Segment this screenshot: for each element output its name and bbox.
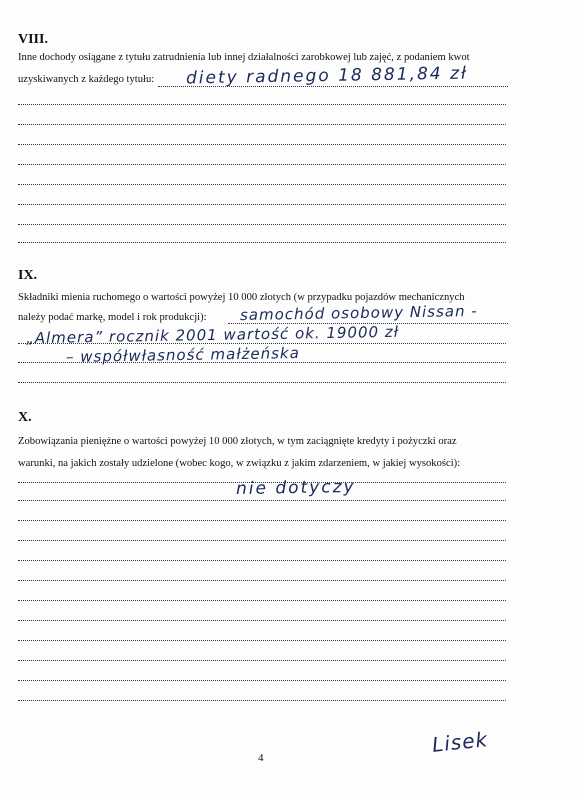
section-10-blank-line [18, 700, 506, 701]
section-8-heading: VIII. [18, 32, 48, 47]
section-10-question-line1: Zobowiązania pieniężne o wartości powyżej 10 000 złotych, w tym zaciągnięte kredyty i pożyczki oraz [18, 436, 457, 447]
section-10-blank-line [18, 580, 506, 581]
section-10-blank-line [18, 520, 506, 521]
section-9-question-line2: należy podać markę, model i rok produkcji): [18, 312, 207, 323]
section-10-blank-line [18, 680, 506, 681]
section-8-question-line1: Inne dochody osiągane z tytułu zatrudnienia lub innej działalności zarobkowej lub zajęć, z podaniem kwot [18, 52, 470, 63]
section-10-blank-line [18, 560, 506, 561]
section-10-blank-line [18, 600, 506, 601]
section-10-answer-line [18, 482, 506, 483]
section-10-handwritten-answer: nie dotyczy [235, 476, 356, 500]
section-9-handwritten-answer-line3: – współwłasność małżeńska [65, 343, 301, 367]
section-9-handwritten-answer-line2: „Almera” rocznik 2001 wartość ok. 19000 zł [25, 322, 400, 348]
section-8-blank-line [18, 144, 506, 145]
section-10-heading: X. [18, 410, 32, 425]
section-8-blank-line [18, 242, 506, 243]
section-9-handwritten-answer-line1: samochód osobowy Nissan - [239, 301, 478, 325]
section-8-blank-line [18, 224, 506, 225]
section-10-blank-line [18, 540, 506, 541]
section-8-handwritten-answer: diety radnego 18 881,84 zł [185, 63, 469, 89]
section-8-blank-line [18, 184, 506, 185]
section-8-blank-line [18, 204, 506, 205]
handwritten-signature: Lisek [430, 727, 490, 757]
section-9-blank-line [18, 382, 506, 383]
section-8-blank-line [18, 164, 506, 165]
section-10-blank-line [18, 620, 506, 621]
section-10-blank-line [18, 640, 506, 641]
section-8-blank-line [18, 124, 506, 125]
section-9-heading: IX. [18, 268, 38, 283]
section-10-blank-line [18, 500, 506, 501]
section-9-question-line1: Składniki mienia ruchomego o wartości powyżej 10 000 złotych (w przypadku pojazdów mechanicznych [18, 292, 465, 303]
section-10-blank-line [18, 660, 506, 661]
page-number: 4 [258, 752, 264, 764]
section-8-blank-line [18, 104, 506, 105]
section-10-question-line2: warunki, na jakich zostały udzielone (wobec kogo, w związku z jakim zdarzeniem, w jakiej wysokości): [18, 458, 461, 469]
section-8-question-line2: uzyskiwanych z każdego tytułu: [18, 74, 155, 85]
